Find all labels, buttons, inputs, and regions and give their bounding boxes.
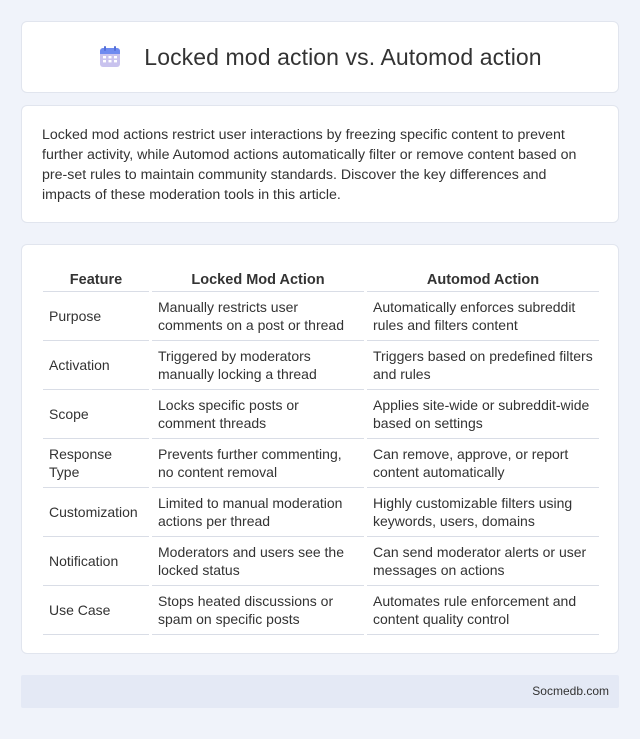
- row-automod: Automates rule enforcement and content quality control: [367, 586, 599, 635]
- row-locked-mod: Stops heated discussions or spam on specific posts: [152, 586, 364, 635]
- row-locked-mod: Moderators and users see the locked status: [152, 537, 364, 586]
- row-automod: Triggers based on predefined filters and rules: [367, 341, 599, 390]
- table-row: [43, 341, 599, 390]
- row-automod: Applies site-wide or subreddit-wide based on settings: [367, 390, 599, 439]
- title-card: [21, 21, 619, 93]
- table-row: [43, 390, 599, 439]
- row-feature: Scope: [43, 390, 149, 439]
- row-feature: Notification: [43, 537, 149, 586]
- table-card: [21, 244, 619, 654]
- row-automod: Can send moderator alerts or user messages on actions: [367, 537, 599, 586]
- table-row: [43, 537, 599, 586]
- page-title: Locked mod action vs. Automod action: [144, 43, 542, 70]
- row-locked-mod: Limited to manual moderation actions per thread: [152, 488, 364, 537]
- header-feature: Feature: [43, 265, 149, 292]
- row-automod: Highly customizable filters using keywords, users, domains: [367, 488, 599, 537]
- row-automod: Can remove, approve, or report content automatically: [367, 439, 599, 488]
- comparison-table: [43, 265, 599, 635]
- row-locked-mod: Manually restricts user comments on a post or thread: [152, 292, 364, 341]
- table-header-row: [43, 265, 599, 292]
- row-feature: Use Case: [43, 586, 149, 635]
- row-feature: Customization: [43, 488, 149, 537]
- header-locked-mod: Locked Mod Action: [152, 265, 364, 292]
- table-row: [43, 488, 599, 537]
- footer-site-link[interactable]: Socmedb.com: [532, 684, 609, 698]
- table-row: [43, 586, 599, 635]
- intro-card: [21, 105, 619, 223]
- row-locked-mod: Prevents further commenting, no content removal: [152, 439, 364, 488]
- intro-paragraph: Locked mod actions restrict user interactions by freezing specific content to prevent further activity, while Automod actions automatically filter or remove content based on pre-set rules to maintain community standards. Discover the key differences and impacts of these moderation tools in this article.: [42, 127, 577, 203]
- row-feature: Activation: [43, 341, 149, 390]
- table-row: [43, 439, 599, 488]
- table-row: [43, 292, 599, 341]
- row-feature: Purpose: [43, 292, 149, 341]
- row-locked-mod: Locks specific posts or comment threads: [152, 390, 364, 439]
- header-automod: Automod Action: [367, 265, 599, 292]
- row-automod: Automatically enforces subreddit rules and filters content: [367, 292, 599, 341]
- calendar-icon: [98, 45, 122, 69]
- row-feature: Response Type: [43, 439, 149, 488]
- footer-bar: [21, 675, 619, 708]
- row-locked-mod: Triggered by moderators manually locking a thread: [152, 341, 364, 390]
